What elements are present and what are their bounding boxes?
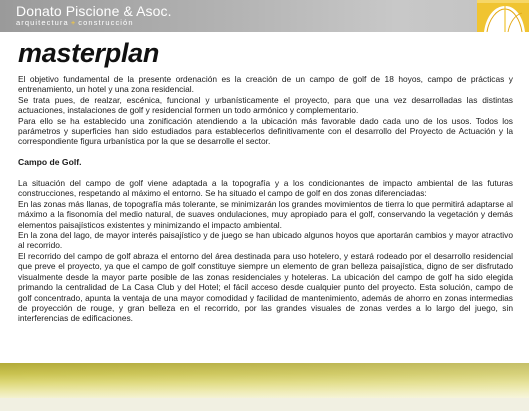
logo-top-strip — [477, 0, 529, 3]
footer-bottom-strip — [0, 398, 529, 411]
intro-paragraph-1: El objetivo fundamental de la presente ordenación es la creación de un campo de golf de 18 hoyos, campo de prácticas y entrenamiento, un hotel y una zona residencial. — [18, 74, 513, 95]
document-body — [18, 74, 513, 324]
header-bar — [0, 0, 529, 32]
section-paragraph-3: En la zona del lago, de mayor interés paisajístico y de juego se han ubicado algunos hoyos que aportarán cambios y mayor atractivo al recorrido. — [18, 230, 513, 251]
section-paragraph-1: La situación del campo de golf viene adaptada a la topografía y a los condicionantes de impacto ambiental de las futuras construcciones, respetando al máximo el entorno. Se ha situado el campo de golf en dos zonas diferenciadas: — [18, 178, 513, 199]
paragraph-gap — [18, 147, 513, 157]
brand-name: Donato Piscione & Asoc. — [16, 3, 172, 19]
tagline-right: construcción — [78, 18, 134, 27]
page-title: masterplan — [18, 38, 160, 68]
brand-tagline — [16, 19, 134, 27]
arc-logo-graphic — [477, 0, 529, 32]
tagline-left: arquitectura — [16, 18, 69, 27]
tagline-separator: + — [70, 18, 77, 27]
intro-paragraph-2: Se trata pues, de realzar, escénica, funcional y urbanísticamente el proyecto, para que una vez desarrolladas las distintas actuaciones, instalaciones de golf y residencial formen un todo armónico y complementario. — [18, 94, 513, 116]
footer-band — [0, 363, 529, 398]
intro-paragraph-3: Para ello se ha establecido una zonificación atendiendo a la ubicación más favorable dado cada uno de los usos. Todos los parámetros y superficies han sido estudiados para establecerlos definitivamente con el desarrollo del Proyecto de Actuación y la correspondiente figura urbanística por la que se desarrolle el sector. — [18, 115, 513, 147]
section-paragraph-4: El recorrido del campo de golf abraza el entorno del área destinada para uso hotelero, y estará rodeado por el desarrollo residencial que preve el proyecto, ya que el campo de golf constituye siempre un elemento de gran belleza paisajística, digno de ser disfrutado visualmente desde la mayor parte posible de las zonas residenciales y hoteleras. La ubicación del campo de golf ha sido elegida primando la centralidad de La Casa Club y del Hotel; el fácil acceso desde cualquier punto del proyecto. Esta solución, campo de golf concentrado, apunta la ventaja de una mayor comodidad y facilidad de mantenimiento, además de ahorro en zonas intermedias de proyección de rouge, y gran belleza en el recorrido, por las grandes visuales de zonas verdes a lo largo del juego, sin interferencias de edificaciones. — [18, 250, 513, 324]
section-paragraph-2: En las zonas más llanas, de topografía más tolerante, se minimizarán los grandes movimientos de tierra lo que permitirá adaptarse al máximo a la fisonomía del medio natural, de suaves ondulaciones, muy apropiado para el golf, conservando la vegetación y demás elementos paisajísticos existentes y minimizando el impacto ambiental. — [18, 198, 513, 230]
section-heading: Campo de Golf. — [18, 157, 82, 168]
arc-logo-icon — [477, 0, 529, 32]
paragraph-gap — [18, 168, 513, 178]
